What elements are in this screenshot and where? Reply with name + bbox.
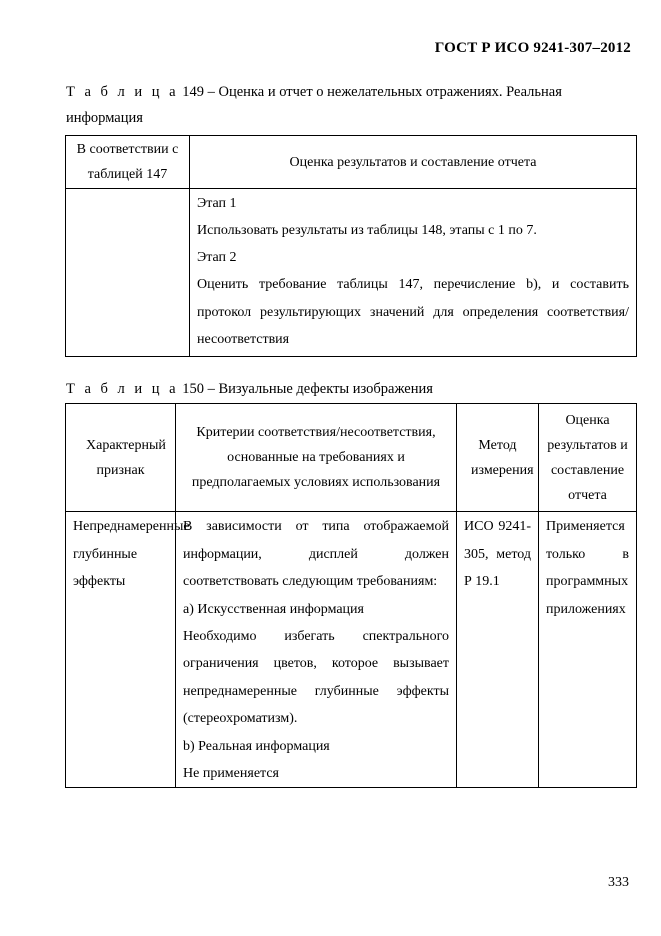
criteria-intro: В зависимости от типа отображаемой информации, дисплей должен соответствовать следующим требованиям: [183,519,449,589]
stage-2-text: Оценить требование таблицы 147, перечисление b), и составить протокол результирующих значений для определения соответствия/несоответствия [197,277,629,347]
column-header-reference: В соответствии с таблицей 147 [66,136,190,189]
column-header-feature: Характерный признак [66,404,176,512]
table-150-caption-label: Т а б л и ц а [66,381,179,397]
stage-1-label: Этап 1 [197,196,237,211]
stage-1-text: Использовать результаты из таблицы 148, этапы с 1 по 7. [197,223,537,238]
table-header-row [66,404,637,512]
criteria-a-text: Необходимо избегать спектрального ограничения цветов, которое вызывает непреднамеренные глубинные эффекты (стереохроматизм). [183,628,449,726]
criteria-b-label: b) Реальная информация [183,738,330,754]
criteria-a-label: а) Искусственная информация [183,601,364,617]
table-150-caption-number: 150 [182,381,204,397]
table-149-caption [66,79,631,131]
page-number: 333 [608,875,629,890]
table-149-caption-number: 149 [182,84,204,100]
table-150-caption [66,376,631,402]
method-cell: ИСО 9241-305, метод Р 19.1 [457,512,539,788]
criteria-cell [176,512,457,788]
document-header: ГОСТ Р ИСО 9241-307–2012 [434,40,631,56]
table-row [66,512,637,788]
table-149-caption-text: – Оценка и отчет о нежелательных отражениях. Реальная информация [66,84,562,126]
column-header-result: Оценка результатов и составление отчета [539,404,637,512]
table-149-caption-label: Т а б л и ц а [66,84,179,100]
column-header-method: Метод измерения [457,404,539,512]
stage-2-label: Этап 2 [197,250,237,265]
reference-cell [66,189,190,357]
column-header-criteria: Критерии соответствия/несоответствия, основанные на требованиях и предполагаемых условиях использования [176,404,457,512]
criteria-b-text: Не применяется [183,765,279,781]
feature-cell: Непреднамеренные глубинные эффекты [66,512,176,788]
table-150 [65,403,637,788]
table-150-caption-text: – Визуальные дефекты изображения [204,381,433,397]
evaluation-cell [190,189,637,357]
table-header-row [66,136,637,189]
column-header-evaluation: Оценка результатов и составление отчета [190,136,637,189]
result-cell: Применяется только в программных приложениях [539,512,637,788]
table-row [66,189,637,357]
table-149 [65,135,637,357]
